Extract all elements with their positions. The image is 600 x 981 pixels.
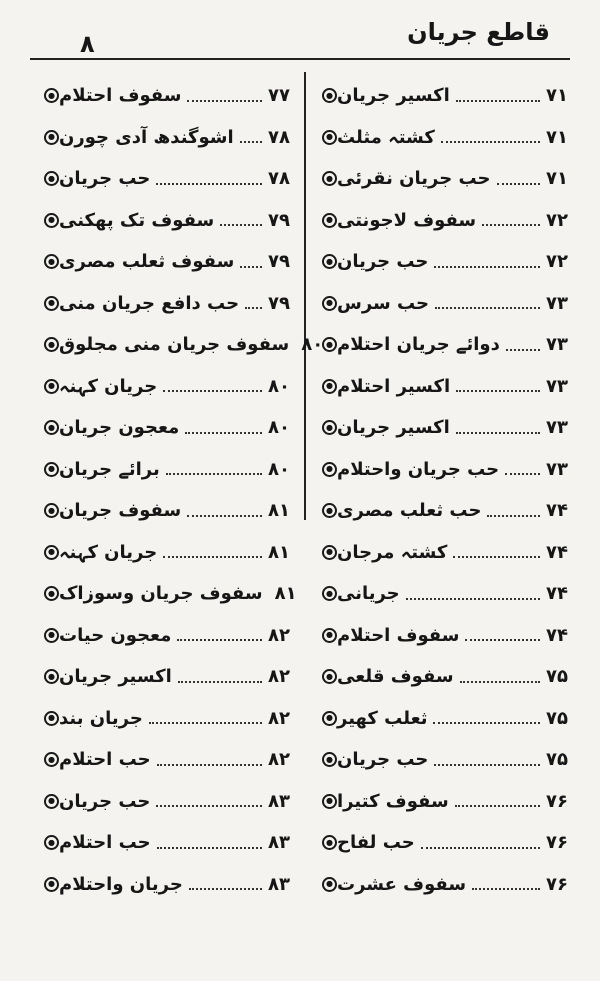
bullet-icon: ● [44,337,59,352]
toc-entry [316,864,586,906]
toc-entry-page: ۷۳ [546,417,568,439]
toc-entry-page: ۷۵ [546,749,568,771]
toc-entry [316,407,586,449]
dot-leader [487,515,540,517]
toc-entry [38,615,308,657]
toc-entry-page: ۸۲ [268,624,290,646]
dot-leader [505,473,540,475]
bullet-icon: ● [322,462,337,477]
bullet-icon: ● [44,213,59,228]
bullet-icon: ● [322,794,337,809]
toc-entry-title: جریانی [337,583,400,605]
toc-entry-page: ۷۵ [546,707,568,729]
dot-leader [497,183,541,185]
dot-leader [482,224,540,226]
toc-entry [316,656,586,698]
dot-leader [433,722,540,724]
toc-entry-page: ۸۲ [268,666,290,688]
toc-entry-page: ۷۴ [546,500,568,522]
toc-entry-title: برائے جریان [59,458,160,480]
toc-entry-title: ثعلب کھیر [337,707,428,729]
toc-entry-title: جریان واحتلام [59,873,183,895]
dot-leader [240,141,262,143]
toc-entry [316,158,586,200]
bullet-icon: ● [44,171,59,186]
toc-entry-page: ۷۴ [546,624,568,646]
toc-entry-page: ۷۹ [268,251,290,273]
bullet-icon: ● [44,711,59,726]
toc-entry-title: کشتہ مثلث [337,126,435,148]
dot-leader [465,639,540,641]
dot-leader [455,805,540,807]
toc-entry-title: حب سرس [337,292,430,314]
toc-entry [316,739,586,781]
toc-entry-title: حب ثعلب مصری [337,500,482,522]
dot-leader [421,847,540,849]
bullet-icon: ● [44,503,59,518]
toc-entry [38,366,308,408]
bullet-icon: ● [322,130,337,145]
toc-entry-title: حب جریان [337,251,429,273]
toc-entry-title: سفوف قلعی [337,666,454,688]
toc-entry [316,75,586,117]
dot-leader [456,432,540,434]
bullet-icon: ● [44,835,59,850]
toc-entry-title: معجون جریان [59,417,180,439]
bullet-icon: ● [44,130,59,145]
toc-entry-page: ۷۳ [546,375,568,397]
toc-entry-title: اکسیر احتلام [337,375,451,397]
toc-entry-title: سفوف جریان وسوزاک [59,583,263,605]
toc-entry [316,449,586,491]
toc-entry-title: کشتہ مرجان [337,541,448,563]
dot-leader [187,515,262,517]
bullet-icon: ● [44,88,59,103]
bullet-icon: ● [322,669,337,684]
toc-entry-title: حب جریان واحتلام [337,458,500,480]
toc-entry [38,324,324,366]
toc-entry-title: جریان بند [59,707,143,729]
toc-entry-title: حب جریان [59,790,151,812]
toc-entry-title: سفوف عشرت [337,873,467,895]
toc-entry [38,573,308,615]
bullet-icon: ● [44,296,59,311]
toc-entry-title: حب جریان [59,168,151,190]
toc-entry-title: حب دافع جریان منی [59,292,240,314]
toc-entry-page: ۷۷ [268,85,290,107]
dot-leader [185,432,262,434]
toc-entry-title: حب احتلام [59,832,151,854]
book-title: قاطع جریان [407,18,550,46]
toc-entry [38,407,308,449]
bullet-icon: ● [44,877,59,892]
toc-entry-title: جریان کہنہ [59,375,158,397]
dot-leader [245,307,262,309]
toc-column-left [38,75,324,905]
dot-leader [178,681,262,683]
bullet-icon: ● [322,420,337,435]
toc-entry-page: ۸۱ [268,541,290,563]
bullet-icon: ● [44,752,59,767]
dot-leader [163,556,262,558]
dot-leader [187,100,262,102]
toc-entry-page: ۷۸ [268,168,290,190]
toc-entry-page: ۷۹ [268,292,290,314]
dot-leader [220,224,262,226]
toc-entry-title: حب احتلام [59,749,151,771]
bullet-icon: ● [322,171,337,186]
toc-entry [316,324,586,366]
bullet-icon: ● [322,213,337,228]
toc-entry [38,739,308,781]
toc-entry-title: اکسیر جریان [337,417,450,439]
bullet-icon: ● [44,794,59,809]
dot-leader [166,473,262,475]
bullet-icon: ● [322,88,337,103]
toc-entry-page: ۸۳ [268,790,290,812]
toc-entry-page: ۷۳ [546,292,568,314]
toc-entry-title: جریان کہنہ [59,541,158,563]
dot-leader [189,888,262,890]
toc-entry-page: ۸۱ [268,500,290,522]
bullet-icon: ● [322,835,337,850]
bullet-icon: ● [322,296,337,311]
toc-entry-page: ۸۱ [274,583,297,605]
toc-entry [38,449,308,491]
toc-entry [38,532,308,574]
toc-entry-page: ۸۰ [268,375,290,397]
bullet-icon: ● [322,586,337,601]
toc-entry [316,283,586,325]
toc-entry-page: ۷۱ [546,85,568,107]
toc-entry [316,200,586,242]
bullet-icon: ● [44,586,59,601]
dot-leader [157,764,262,766]
bullet-icon: ● [44,628,59,643]
dot-leader [163,390,262,392]
toc-entry-page: ۷۶ [546,790,568,812]
toc-entry [316,117,586,159]
header-rule [30,58,570,60]
toc-entry-title: سفوف احتلام [337,624,460,646]
toc-entry-title: سفوف کتیرا [337,790,449,812]
dot-leader [456,100,540,102]
toc-entry-page: ۷۲ [546,209,568,231]
dot-leader [157,847,262,849]
toc-entry [38,283,308,325]
dot-leader [453,556,540,558]
dot-leader [434,266,540,268]
bullet-icon: ● [322,503,337,518]
toc-entry-page: ۷۳ [546,334,568,356]
toc-entry-page: ۸۰ [268,417,290,439]
toc-entry [38,698,308,740]
toc-entry [316,781,586,823]
bullet-icon: ● [322,711,337,726]
toc-entry-title: سفوف احتلام [59,85,182,107]
toc-entry [38,490,308,532]
toc-entry [316,822,586,864]
toc-entry-title: اشوگندھ آدی چورن [59,126,234,148]
toc-entry-page: ۷۱ [546,126,568,148]
bullet-icon: ● [322,379,337,394]
toc-entry [38,781,308,823]
toc-entry-page: ۸۰ [301,334,324,356]
dot-leader [406,598,540,600]
bullet-icon: ● [44,545,59,560]
bullet-icon: ● [44,420,59,435]
bullet-icon: ● [322,752,337,767]
dot-leader [460,681,540,683]
toc-entry-page: ۸۳ [268,832,290,854]
toc-entry [38,117,308,159]
toc-entry-title: سفوف تک پھکنی [59,209,215,231]
bullet-icon: ● [44,254,59,269]
toc-entry-page: ۷۲ [546,251,568,273]
toc-entry-page: ۸۳ [268,873,290,895]
toc-entry [316,490,586,532]
toc-entry [38,158,308,200]
bullet-icon: ● [44,669,59,684]
toc-entry [316,615,586,657]
toc-entry [38,241,308,283]
dot-leader [506,349,540,351]
toc-entry-page: ۸۰ [268,458,290,480]
toc-entry-page: ۷۹ [268,209,290,231]
dot-leader [472,888,540,890]
dot-leader [434,764,540,766]
toc-entry-title: حب جریان نقرئی [337,168,491,190]
bullet-icon: ● [322,545,337,560]
toc-entry [316,241,586,283]
page-number: ۸ [80,30,95,58]
toc-entry-title: سفوف ثعلب مصری [59,251,235,273]
dot-leader [456,390,540,392]
toc-entry [38,200,308,242]
toc-entry [38,75,308,117]
page-header [30,8,570,60]
dot-leader [156,805,262,807]
dot-leader [149,722,262,724]
toc-entry-page: ۷۱ [546,168,568,190]
dot-leader [441,141,540,143]
toc-entry-page: ۷۶ [546,873,568,895]
toc-entry-page: ۷۶ [546,832,568,854]
toc-entry-page: ۷۴ [546,583,568,605]
toc-entry-page: ۷۴ [546,541,568,563]
bullet-icon: ● [322,337,337,352]
bullet-icon: ● [44,462,59,477]
toc-entry [316,366,586,408]
toc-column-right [316,75,586,905]
toc-entry-title: سفوف جریان منی مجلوق [59,334,290,356]
dot-leader [156,183,262,185]
toc-entry [316,573,586,615]
bullet-icon: ● [322,877,337,892]
bullet-icon: ● [322,254,337,269]
toc-entry [316,532,586,574]
toc-entry [38,822,308,864]
dot-leader [435,307,540,309]
dot-leader [177,639,262,641]
toc-entry-title: حب جریان [337,749,429,771]
toc-entry-page: ۷۸ [268,126,290,148]
toc-entry [316,698,586,740]
toc-entry-title: اکسیر جریان [337,85,450,107]
toc-entry-title: دوائے جریان احتلام [337,334,500,356]
toc-entry-title: سفوف جریان [59,500,182,522]
toc-entry-page: ۷۳ [546,458,568,480]
toc-entry-title: معجون حیات [59,624,172,646]
toc-entry-title: حب لفاح [337,832,415,854]
dot-leader [240,266,262,268]
toc-entry [38,656,308,698]
bullet-icon: ● [44,379,59,394]
toc-entry-page: ۸۲ [268,749,290,771]
toc-entry-title: سفوف لاجونتی [337,209,477,231]
bullet-icon: ● [322,628,337,643]
toc-entry-page: ۷۵ [546,666,568,688]
toc-entry-page: ۸۲ [268,707,290,729]
toc-entry-title: اکسیر جریان [59,666,172,688]
toc-entry [38,864,308,906]
